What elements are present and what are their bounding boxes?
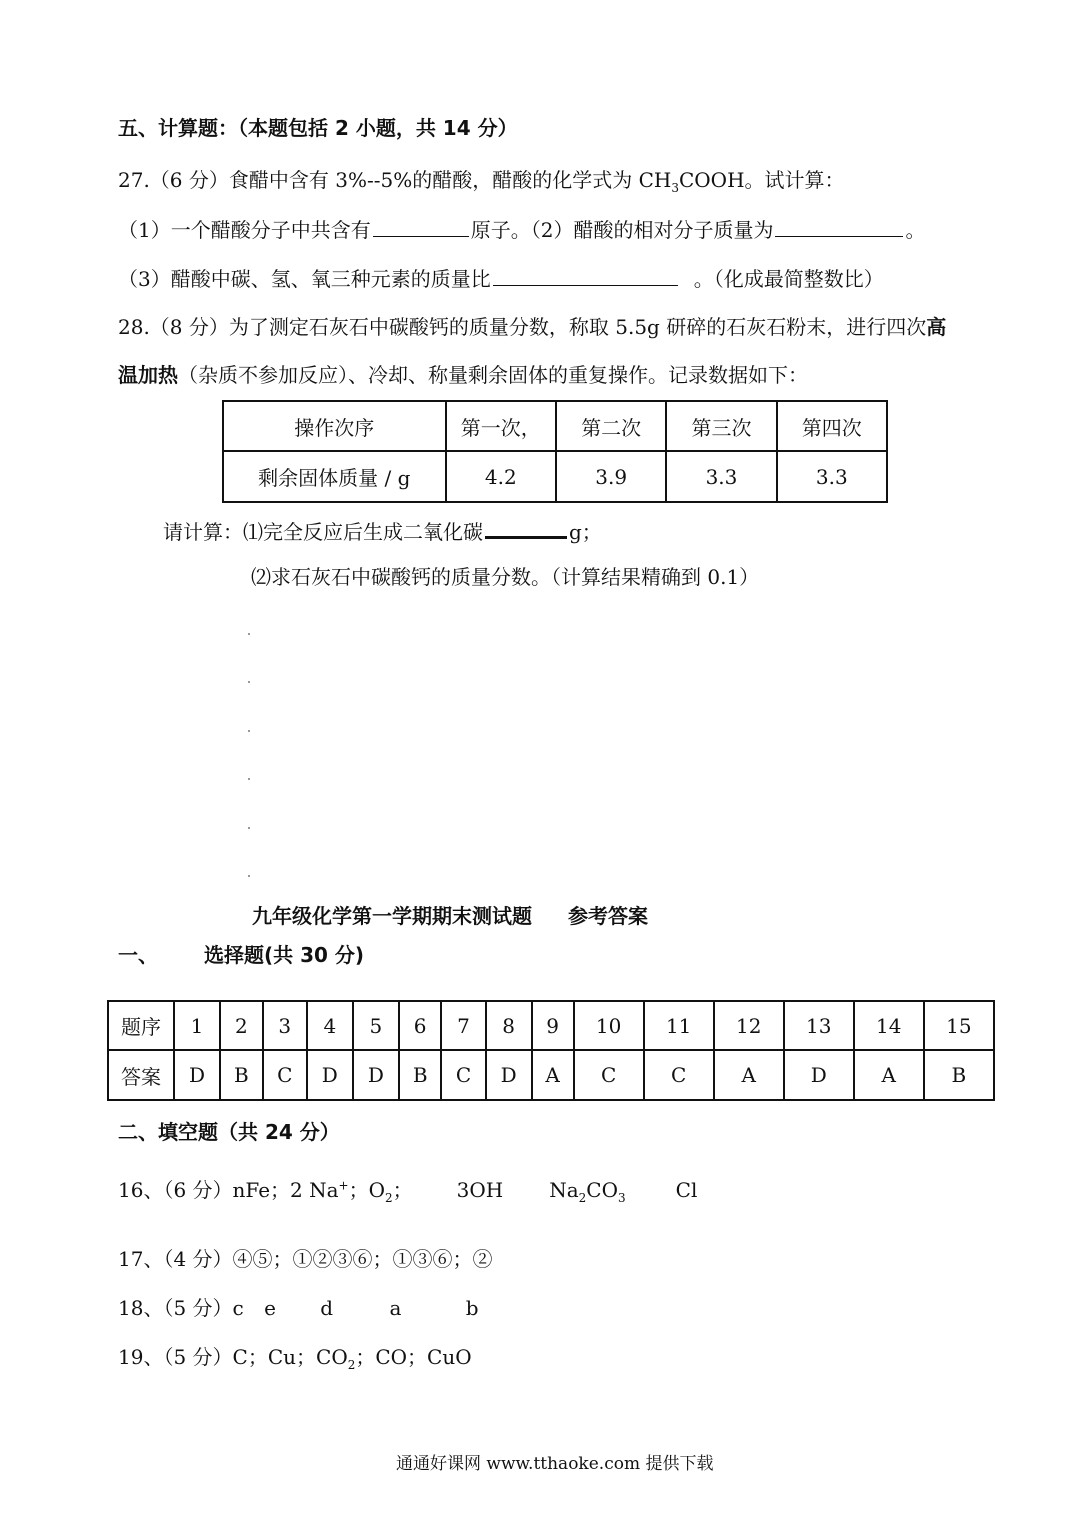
q28-line2	[118, 365, 808, 385]
mc-question-number: 7	[441, 1001, 485, 1050]
q28-blank-co2[interactable]	[485, 518, 567, 539]
q27-part1-c: 。	[905, 218, 926, 242]
mc-question-number: 2	[220, 1001, 263, 1050]
answer-key-title	[252, 906, 648, 926]
mc-question-number: 8	[486, 1001, 532, 1050]
q16-co: CO	[586, 1178, 618, 1202]
mc-answer-cell: C	[644, 1050, 714, 1100]
q27-blank-mass[interactable]	[775, 218, 903, 237]
q16-na: Na	[549, 1178, 579, 1202]
answers-section1-heading	[118, 945, 364, 965]
q18-item: a	[389, 1296, 402, 1320]
q27-part1	[118, 218, 925, 240]
mc-question-number: 1	[174, 1001, 220, 1050]
mc-answer-cell: D	[486, 1050, 532, 1100]
q27-part1-a: （1）一个醋酸分子中共含有	[118, 218, 371, 242]
mc-question-number: 9	[532, 1001, 574, 1050]
section5-heading: 五、计算题：（本题包括 2 小题，共 14 分）	[118, 116, 518, 140]
q16-after: ；	[392, 1178, 413, 1202]
q16-sup: +	[338, 1178, 349, 1193]
q28-line2-text: （杂质不参加反应）、冷却、称量剩余固体的重复操作。记录数据如下：	[178, 363, 808, 387]
mc-header-label: 题序	[108, 1001, 174, 1050]
mc-answer-cell: A	[532, 1050, 574, 1100]
mc-answer-cell: D	[784, 1050, 854, 1100]
q28-line1-bold: 高	[926, 315, 947, 339]
q27-part3-a: （3）醋酸中碳、氢、氧三种元素的质量比	[118, 267, 491, 291]
answer-space-dot	[248, 778, 250, 780]
answer-q19	[118, 1345, 472, 1372]
q16-sub2: 2	[578, 1191, 587, 1205]
q28-table-cell: 3.9	[556, 451, 666, 502]
answer-key-title-suffix: 参考答案	[568, 904, 648, 928]
mc-answer-label: 答案	[108, 1050, 174, 1100]
mc-answer-cell: C	[263, 1050, 307, 1100]
q27-formula-sub: 3	[671, 181, 679, 195]
q16-oh: 3OH	[456, 1178, 504, 1202]
q28-data-table	[222, 400, 888, 503]
answer-space-dot	[248, 875, 250, 877]
q28-calc2: ⑵求石灰石中碳酸钙的质量分数。（计算结果精确到 0.1）	[251, 565, 760, 589]
mc-question-number: 14	[854, 1001, 924, 1050]
answers-section2-heading: 二、填空题（共 24 分）	[118, 1120, 340, 1144]
mc-answer-cell: C	[441, 1050, 485, 1100]
answer-space-dot	[248, 827, 250, 829]
q28-table-cell: 第一次，	[446, 401, 556, 451]
mc-question-number: 10	[574, 1001, 644, 1050]
q19-tail: ；CO；CuO	[355, 1345, 472, 1369]
mc-answer-cell: B	[924, 1050, 994, 1100]
answer-q18	[118, 1298, 479, 1318]
q18-item: d	[320, 1296, 334, 1320]
mc-question-number: 12	[714, 1001, 784, 1050]
q27-intro-text: 27.（6 分）食醋中含有 3%--5%的醋酸，醋酸的化学式为 CH	[118, 168, 672, 192]
q28-calc1-text: 请计算：⑴完全反应后生成二氧化碳	[163, 520, 483, 544]
answer-key-title-main: 九年级化学第一学期期末测试题	[252, 904, 532, 928]
answers-section1-title: 选择题(共 30 分)	[204, 943, 365, 967]
q27-intro	[118, 168, 845, 195]
q28-table-cell: 3.3	[777, 451, 887, 502]
mc-question-number: 11	[644, 1001, 714, 1050]
mc-answer-cell: D	[353, 1050, 399, 1100]
q28-table-cell: 第二次	[556, 401, 666, 451]
mc-answer-cell: D	[307, 1050, 353, 1100]
answer-q16	[118, 1178, 698, 1205]
q27-part3	[118, 267, 884, 289]
q27-blank-ratio[interactable]	[493, 267, 678, 286]
q27-part1-b: 原子。（2）醋酸的相对分子质量为	[470, 218, 774, 242]
mc-answer-cell: A	[714, 1050, 784, 1100]
q28-line2-bold: 温加热	[118, 363, 178, 387]
mc-question-number: 6	[399, 1001, 442, 1050]
q16-sub1: 2	[385, 1191, 393, 1205]
q18-item: e	[264, 1296, 276, 1320]
mc-question-number: 5	[353, 1001, 399, 1050]
q28-table-cell: 第四次	[777, 401, 887, 451]
answer-q17: 17、（4 分）④⑤；①②③⑥；①③⑥；②	[118, 1247, 493, 1271]
mc-answer-row	[108, 1050, 994, 1100]
q18-prefix: 18、（5 分）c	[118, 1296, 244, 1320]
answers-section1-num: 一、	[118, 943, 158, 967]
mc-number-row	[108, 1001, 994, 1050]
q28-calc1	[163, 518, 602, 542]
mc-answer-cell: B	[399, 1050, 442, 1100]
q28-line1	[118, 317, 946, 337]
q28-table-data-row	[223, 451, 887, 502]
q27-part3-b: 。（化成最简整数比）	[693, 267, 884, 291]
q16-mid: ；O	[348, 1178, 386, 1202]
mc-question-number: 4	[307, 1001, 353, 1050]
q28-table-cell: 4.2	[446, 451, 556, 502]
q27-formula-tail: COOH。试计算：	[678, 168, 845, 192]
q28-table-header-row	[223, 401, 887, 451]
answer-space-dot	[248, 730, 250, 732]
mc-answer-table	[107, 1000, 995, 1101]
q19-sub: 2	[347, 1358, 356, 1372]
q18-item: b	[465, 1296, 479, 1320]
q16-cl: Cl	[675, 1178, 698, 1202]
page-footer: 通通好课网 www.tthaoke.com 提供下载	[396, 1454, 714, 1474]
q16-prefix: 16、（6 分）nFe；2 Na	[118, 1178, 339, 1202]
mc-answer-cell: A	[854, 1050, 924, 1100]
q16-sub3: 3	[618, 1191, 626, 1205]
answer-space-dot	[248, 681, 250, 683]
mc-question-number: 3	[263, 1001, 307, 1050]
mc-answer-cell: C	[574, 1050, 644, 1100]
q28-calc1-unit: g；	[569, 520, 602, 544]
mc-answer-cell: D	[174, 1050, 220, 1100]
answer-space-dot	[248, 633, 250, 635]
mc-answer-cell: B	[220, 1050, 263, 1100]
q28-table-cell: 剩余固体质量 / g	[223, 451, 446, 502]
q19-prefix: 19、（5 分）C；Cu；CO	[118, 1345, 348, 1369]
q28-table-cell: 操作次序	[223, 401, 446, 451]
q27-blank-atoms[interactable]	[373, 218, 469, 237]
mc-question-number: 13	[784, 1001, 854, 1050]
q28-table-cell: 3.3	[666, 451, 776, 502]
q28-line1-text: 28.（8 分）为了测定石灰石中碳酸钙的质量分数，称取 5.5g 研碎的石灰石粉末，进行四次	[118, 315, 927, 339]
q28-table-cell: 第三次	[666, 401, 776, 451]
mc-question-number: 15	[924, 1001, 994, 1050]
